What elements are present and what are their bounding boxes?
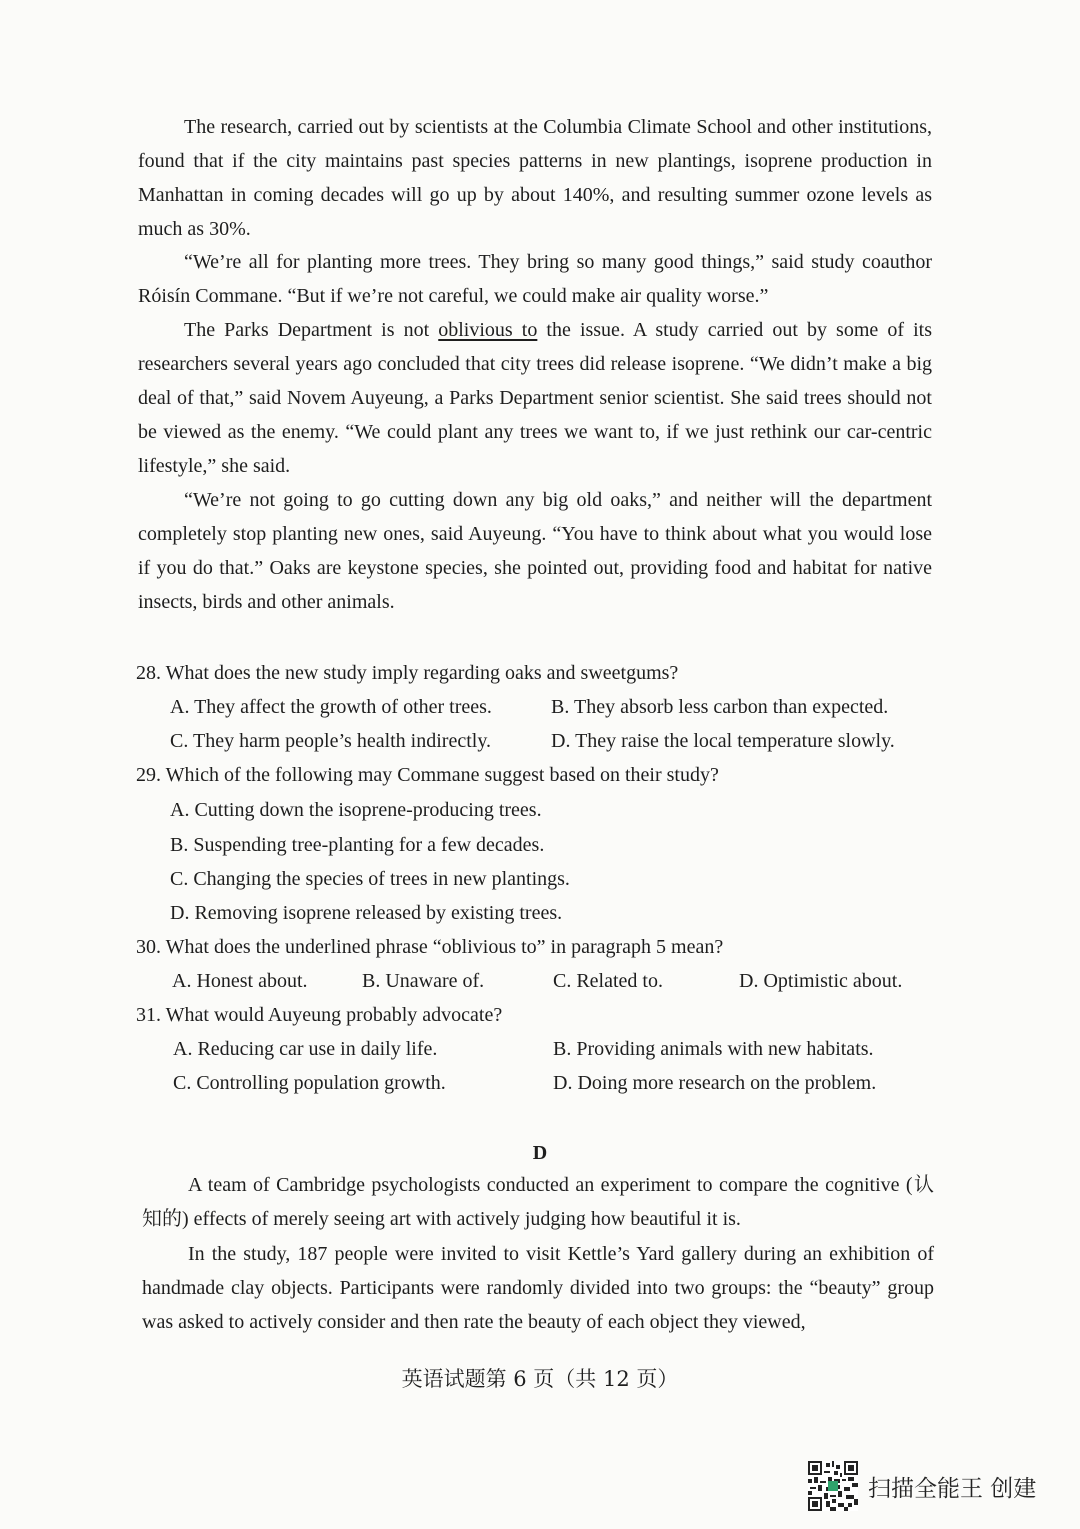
passage-c-paragraph-4: “We’re not going to go cutting down any big old oaks,” and neither will the department completely stop planting new ones, said Auyeung. “You have to think about what you would lose if you do that.” Oaks are keystone species, she pointed out, providing food and habitat for native insects, birds and other animals.	[138, 489, 932, 613]
question-30-option-c: C. Related to.	[553, 970, 663, 992]
question-28-option-b: B. They absorb less carbon than expected.	[551, 696, 889, 718]
underlined-phrase: oblivious to	[438, 319, 538, 341]
question-28-option-d: D. They raise the local temperature slowly.	[551, 730, 895, 752]
page-footer: 英语试题第 6 页（共 12 页）	[401, 1367, 679, 1391]
scanner-watermark-text: 扫描全能王 创建	[868, 1475, 1037, 1502]
question-29-stem: 29. Which of the following may Commane suggest based on their study?	[136, 764, 719, 786]
question-28-stem: 28. What does the new study imply regarding oaks and sweetgums?	[136, 662, 679, 684]
question-31-stem: 31. What would Auyeung probably advocate?	[136, 1004, 503, 1026]
question-31-option-d: D. Doing more research on the problem.	[553, 1072, 877, 1094]
question-28-option-c: C. They harm people’s health indirectly.	[170, 730, 492, 752]
passage-d-paragraph-2: In the study, 187 people were invited to visit Kettle’s Yard gallery during an exhibition of handmade clay objects. Participants were randomly divided into two groups: the “beauty” group was asked to actively consider and then rate the beauty of each object they viewed,	[142, 1243, 934, 1333]
question-30-stem: 30. What does the underlined phrase “oblivious to” in paragraph 5 mean?	[136, 936, 724, 958]
section-d-heading: D	[532, 1142, 548, 1164]
question-30-option-d: D. Optimistic about.	[739, 970, 903, 992]
question-28-option-a: A. They affect the growth of other trees.	[170, 696, 492, 718]
passage-d-paragraph-1: A team of Cambridge psychologists conducted an experiment to compare the cognitive (认知的) effects of merely seeing art with actively judging how beautiful it is.	[142, 1174, 934, 1230]
question-29-option-d: D. Removing isoprene released by existing trees.	[170, 902, 563, 924]
question-29-option-a: A. Cutting down the isoprene-producing trees.	[170, 799, 542, 821]
question-31-option-a: A. Reducing car use in daily life.	[173, 1038, 438, 1060]
passage-c-paragraph-3	[138, 313, 932, 483]
qr-code-icon	[808, 1461, 858, 1511]
paragraph-3-text-before: The Parks Department is not	[184, 319, 439, 341]
question-31-option-c: C. Controlling population growth.	[173, 1072, 446, 1094]
question-30-option-a: A. Honest about.	[172, 970, 308, 992]
question-30-option-b: B. Unaware of.	[362, 970, 485, 992]
question-31-option-b: B. Providing animals with new habitats.	[553, 1038, 874, 1060]
paragraph-3-text-after: the issue. A study carried out by some of its researchers several years ago concluded that city trees did release isoprene. “We didn’t make a big deal of that,” said Novem Auyeung, a Parks Department senior scientist. She said trees should not be viewed as the enemy. “We could plant any trees we want to, if we just rethink our car-centric lifestyle,” she said.	[138, 319, 932, 477]
question-29-option-b: B. Suspending tree-planting for a few decades.	[170, 834, 545, 856]
question-29-option-c: C. Changing the species of trees in new plantings.	[170, 868, 570, 890]
passage-c-paragraph-2: “We’re all for planting more trees. They bring so many good things,” said study coauthor Róisín Commane. “But if we’re not careful, we could make air quality worse.”	[138, 251, 932, 307]
passage-c-paragraph-1: The research, carried out by scientists at the Columbia Climate School and other institutions, found that if the city maintains past species patterns in new plantings, isoprene production in Manhattan in coming decades will go up by about 140%, and resulting summer ozone levels as much as 30%.	[138, 116, 932, 240]
scanner-watermark	[808, 1460, 1048, 1512]
